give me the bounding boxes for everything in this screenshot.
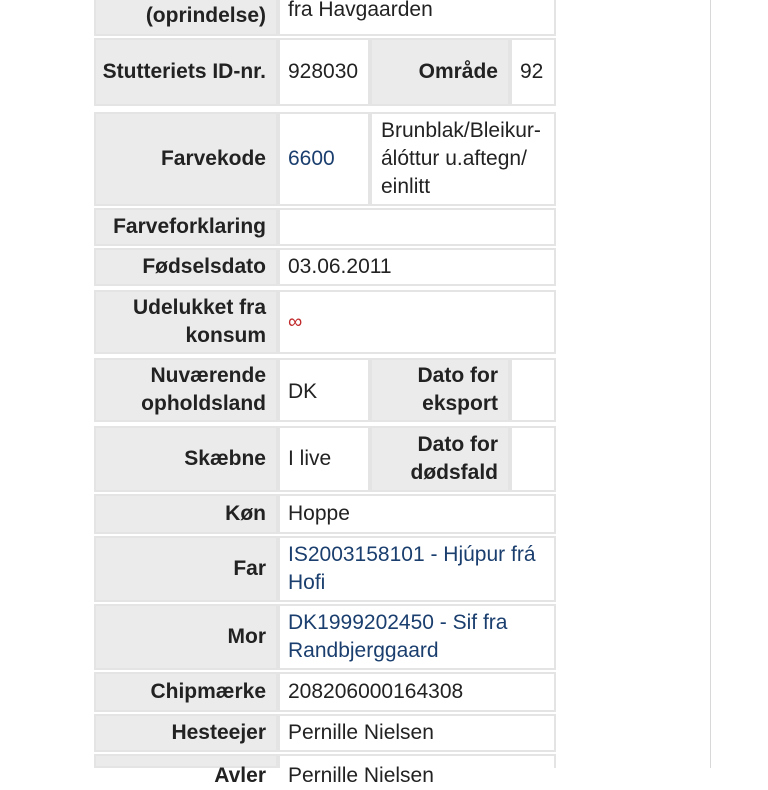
infinity-icon: ∞ [288, 311, 303, 333]
sex-value: Hoppe [278, 494, 556, 534]
export-date-label: Dato for eksport [370, 358, 510, 422]
origin-label: (oprindelse) [94, 0, 278, 36]
owner-value: Pernille Nielsen [278, 714, 556, 752]
color-explanation-label: Farveforklaring [94, 208, 278, 246]
owner-label: Hesteejer [94, 714, 278, 752]
current-country-value: DK [278, 358, 370, 422]
death-date-label: Dato for dødsfald [370, 426, 510, 492]
area-label: Område [370, 38, 510, 106]
excluded-consumption-label: Udelukket fra konsum [94, 290, 278, 354]
page-edge-line [710, 0, 711, 768]
stud-id-value: 928030 [278, 38, 370, 106]
sex-label: Køn [94, 494, 278, 534]
current-country-label: Nuværende opholdsland [94, 358, 278, 422]
export-date-value [510, 358, 556, 422]
origin-value: fra Havgaarden [278, 0, 556, 36]
death-date-value [510, 426, 556, 492]
area-value: 92 [510, 38, 556, 106]
chip-label: Chipmærke [94, 672, 278, 712]
birth-date-value: 03.06.2011 [278, 248, 556, 286]
breeder-value: Pernille Nielsen [278, 754, 556, 768]
color-code-label: Farvekode [94, 112, 278, 206]
chip-value: 208206000164308 [278, 672, 556, 712]
fate-value: I live [278, 426, 370, 492]
color-code-link[interactable]: 6600 [278, 112, 370, 206]
dam-label: Mor [94, 604, 278, 670]
stud-id-label: Stutteriets ID-nr. [94, 38, 278, 106]
birth-date-label: Fødselsdato [94, 248, 278, 286]
breeder-label: Avler [94, 754, 278, 768]
color-explanation-value [278, 208, 556, 246]
sire-label: Far [94, 536, 278, 602]
excluded-consumption-value [278, 290, 556, 354]
fate-label: Skæbne [94, 426, 278, 492]
color-description: Brunblak/Bleikur-álóttur u.aftegn/ einlitt [370, 112, 556, 206]
dam-link[interactable]: DK1999202450 - Sif fra Randbjerggaard [278, 604, 556, 670]
sire-link[interactable]: IS2003158101 - Hjúpur frá Hofi [278, 536, 556, 602]
